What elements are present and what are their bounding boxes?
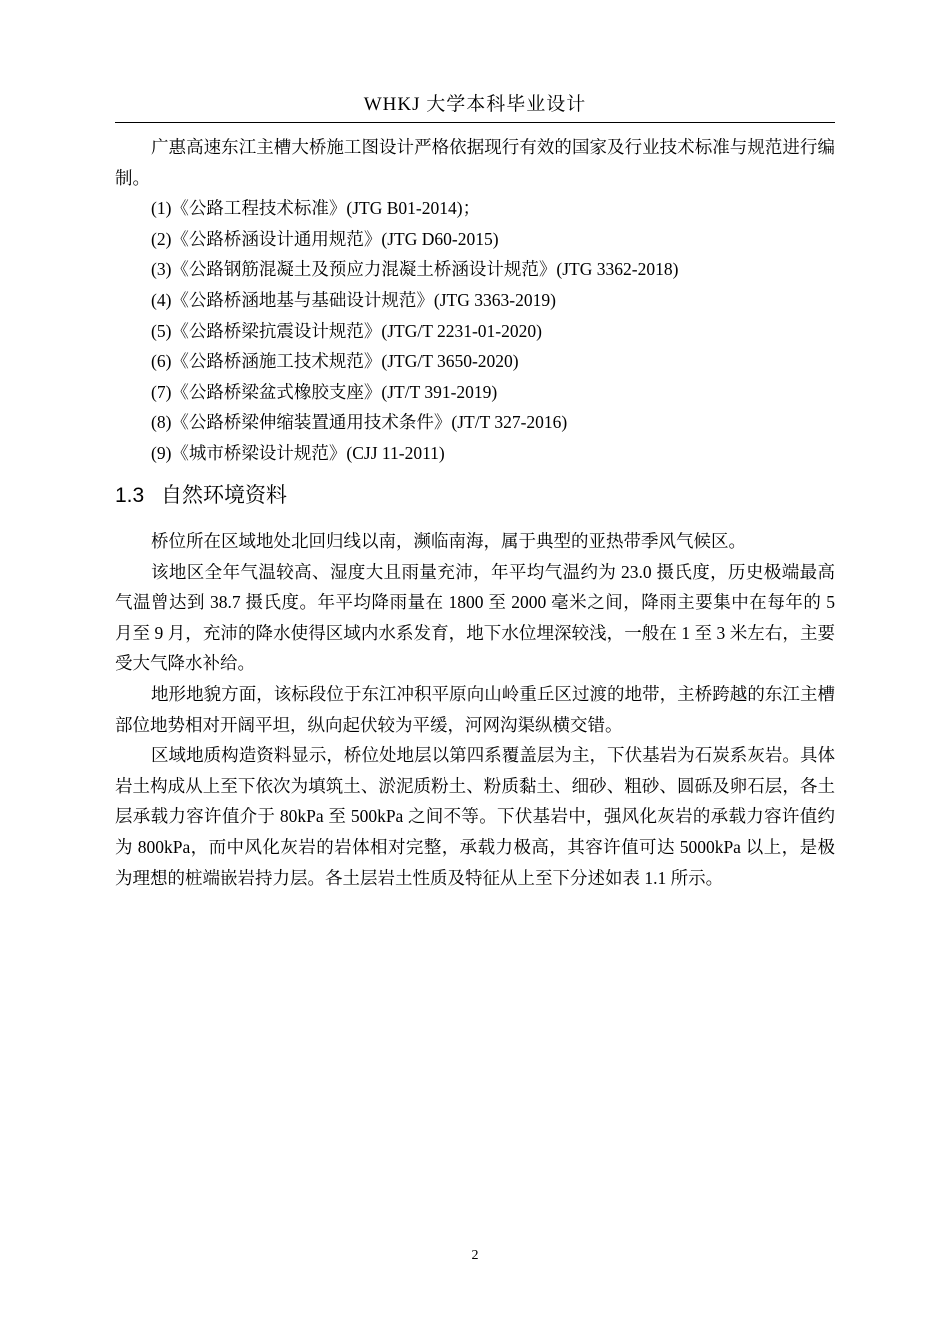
- section-number: 1.3: [115, 484, 145, 507]
- intro-paragraph: 广惠高速东江主槽大桥施工图设计严格依据现行有效的国家及行业技术标准与规范进行编制。: [115, 137, 835, 188]
- body-paragraph: 该地区全年气温较高、湿度大且雨量充沛，年平均气温约为 23.0 摄氏度，历史极端最高气温曾达到 38.7 摄氏度。年平均降雨量在 1800 至 2000 毫米之间，降雨主要集中在每年的 5 月至 9 月，充沛的降水使得区域内水系发育，地下水位埋深较浅，一般在 1 至 3 米左右，主要受大气降水补给。: [115, 561, 835, 674]
- section-heading: [115, 480, 287, 511]
- section-title: 自然环境资料: [161, 483, 287, 507]
- standards-section: [115, 132, 835, 469]
- body-paragraph: 桥位所在区域地处北回归线以南，濒临南海，属于典型的亚热带季风气候区。: [151, 531, 746, 551]
- header-rule: [115, 122, 835, 123]
- reference-item: (7)《公路桥梁盆式橡胶支座》(JT/T 391-2019): [151, 381, 498, 402]
- reference-item: (5)《公路桥梁抗震设计规范》(JTG/T 2231-01-2020): [151, 320, 542, 341]
- environment-section: [115, 526, 835, 893]
- page-header-title: WHKJ 大学本科毕业设计: [363, 94, 587, 115]
- page-number: 2: [471, 1248, 479, 1263]
- reference-item: (2)《公路桥涵设计通用规范》(JTG D60-2015): [151, 228, 499, 249]
- reference-item: (4)《公路桥涵地基与基础设计规范》(JTG 3363-2019): [151, 289, 556, 310]
- reference-item: (9)《城市桥梁设计规范》(CJJ 11-2011): [151, 442, 445, 463]
- reference-item: (8)《公路桥梁伸缩装置通用技术条件》(JT/T 327-2016): [151, 412, 568, 433]
- reference-item: (6)《公路桥涵施工技术规范》(JTG/T 3650-2020): [151, 351, 519, 372]
- body-paragraph: 地形地貌方面，该标段位于东江冲积平原向山岭重丘区过渡的地带，主桥跨越的东江主槽部位地势相对开阔平坦，纵向起伏较为平缓，河网沟渠纵横交错。: [115, 683, 835, 735]
- reference-item: (3)《公路钢筋混凝土及预应力混凝土桥涵设计规范》(JTG 3362-2018): [151, 259, 679, 280]
- body-paragraph: 区域地质构造资料显示，桥位处地层以第四系覆盖层为主，下伏基岩为石炭系灰岩。具体岩土构成从上至下依次为填筑土、淤泥质粉土、粉质黏土、细砂、粗砂、圆砾及卵石层，各土层承载力容许值介于 80kPa 至 500kPa 之间不等。下伏基岩中，强风化灰岩的承载力容许值约为 800kPa，而中风化灰岩的岩体相对完整，承载力极高，其容许值可达 5000kPa 以上，是极为理想的桩端嵌岩持力层。各土层岩土性质及特征从上至下分述如表 1.1 所示。: [115, 745, 835, 888]
- reference-item: (1)《公路工程技术标准》(JTG B01-2014)；: [151, 198, 481, 219]
